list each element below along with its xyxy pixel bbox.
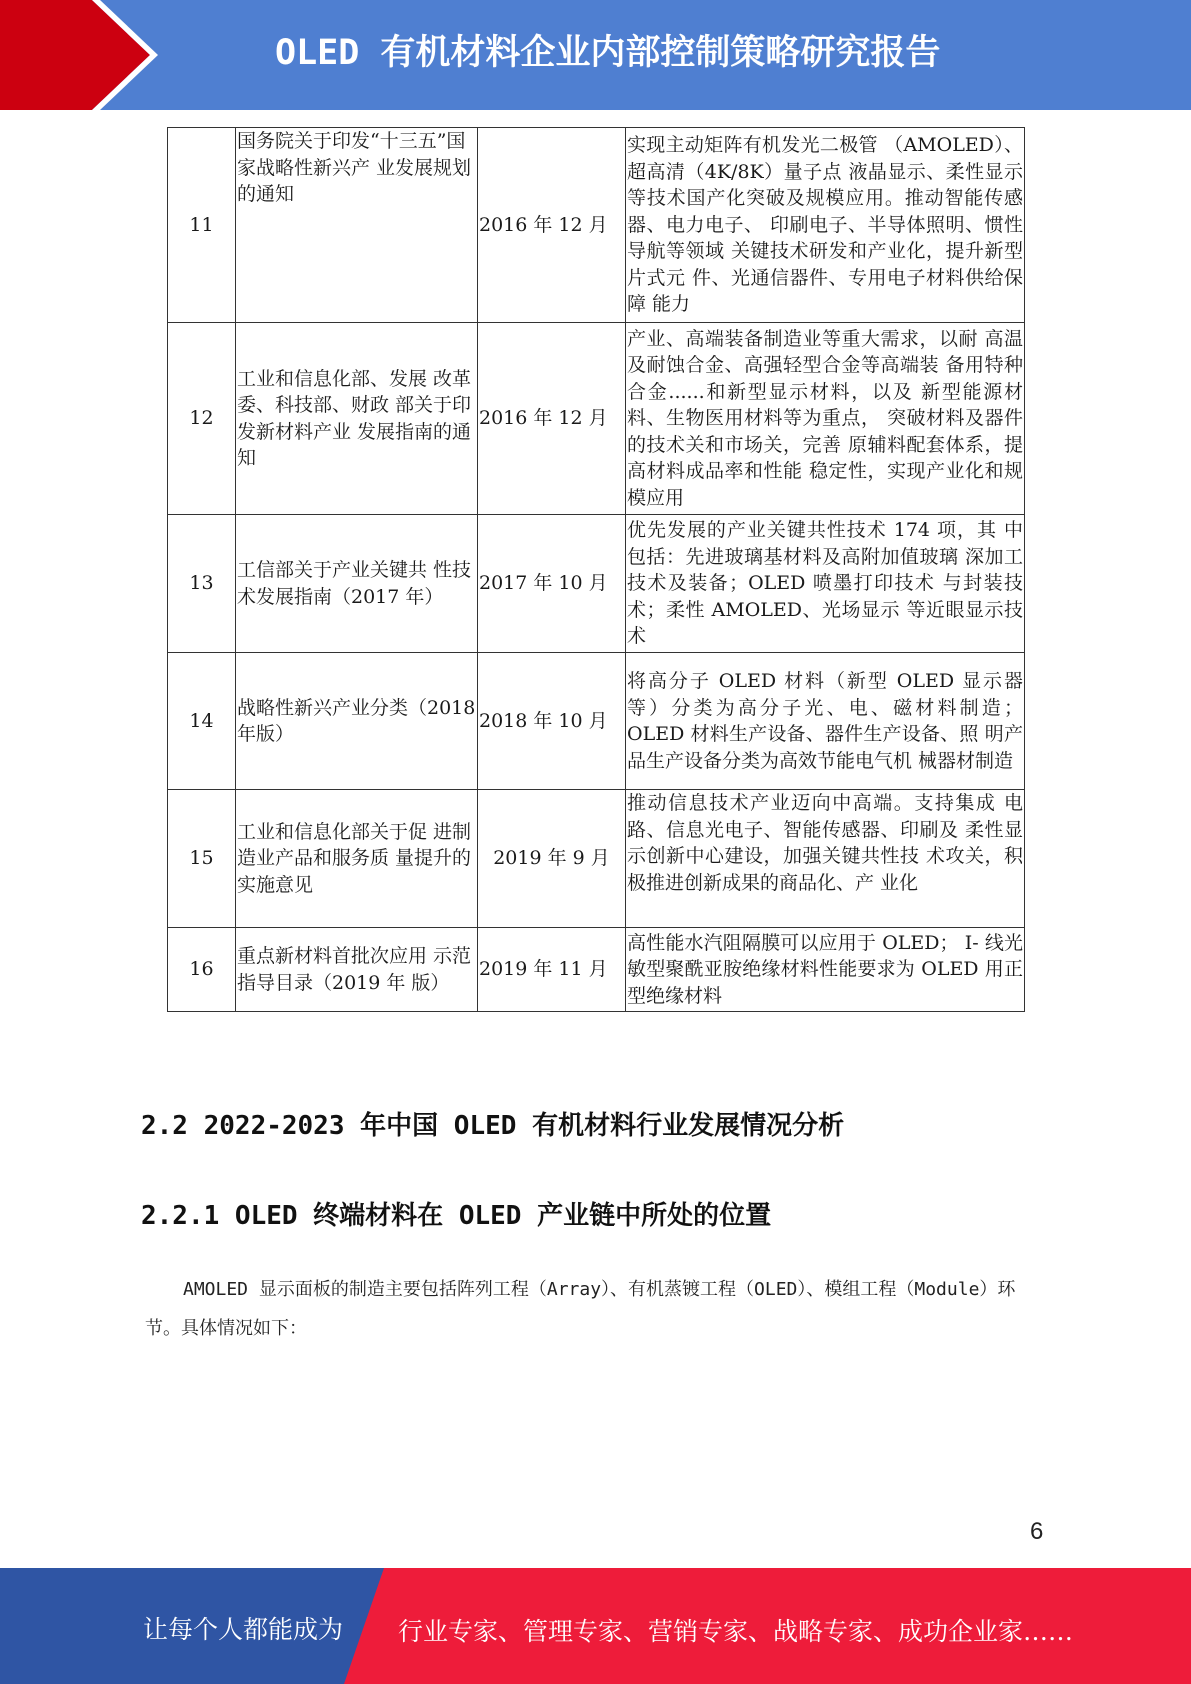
table-row [168, 515, 1025, 653]
page-header-band [0, 0, 1191, 110]
policy-name: 国务院关于印发“十三五”国家战略性新兴产 业发展规划的通知 [236, 128, 478, 323]
row-number: 16 [168, 928, 236, 1012]
policy-name: 战略性新兴产业分类（2018 年版） [236, 653, 478, 790]
table-row [168, 790, 1025, 928]
report-title: OLED 有机材料企业内部控制策略研究报告 [275, 33, 941, 73]
footer-slogan-left: 让每个人都能成为 [143, 1615, 344, 1644]
table-row [168, 323, 1025, 515]
page-number: 6 [1030, 1518, 1044, 1545]
policy-name: 工业和信息化部关于促 进制造业产品和服务质 量提升的实施意见 [236, 790, 478, 928]
subsection-heading: 2.2.1 OLED 终端材料在 OLED 产业链中所处的位置 [141, 1201, 772, 1231]
policy-name: 工信部关于产业关键共 性技术发展指南（2017 年） [236, 515, 478, 653]
policy-content: 产业、高端装备制造业等重大需求，以耐 高温及耐蚀合金、高强轻型合金等高端装 备用特种合金......和新型显示材料，以及 新型能源材料、生物医用材料等为重点， 突破材料及器件的技术关和市场关，完善 原辅料配套体系，提高材料成品率和性能 稳定性，实现产业化和规模应用 [626, 323, 1025, 515]
policy-date: 2017 年 10 月 [478, 515, 626, 653]
row-number: 14 [168, 653, 236, 790]
policy-name: 重点新材料首批次应用 示范指导目录（2019 年 版） [236, 928, 478, 1012]
body-paragraph: AMOLED 显示面板的制造主要包括阵列工程（Array）、有机蒸镀工程（OLED）、模组工程（Module）环节。具体情况如下： [145, 1279, 1016, 1339]
table-row [168, 653, 1025, 790]
footer-slogan-right: 行业专家、管理专家、营销专家、战略专家、成功企业家…… [398, 1617, 1074, 1646]
policy-date: 2019 年 11 月 [478, 928, 626, 1012]
table-row [168, 128, 1025, 323]
policy-date: 2019 年 9 月 [478, 790, 626, 928]
policy-content: 实现主动矩阵有机发光二极管 （AMOLED）、超高清（4K/8K）量子点 液晶显示、柔性显示等技术国产化突破及规模应用。推动智能传感器、电力电子、 印刷电子、半导体照明、惯性导航等领域 关键技术研发和产业化，提升新型片式元 件、光通信器件、专用电子材料供给保障 能力 [626, 128, 1025, 323]
row-number: 11 [168, 128, 236, 323]
policy-content: 推动信息技术产业迈向中高端。支持集成 电路、信息光电子、智能传感器、印刷及 柔性显示创新中心建设，加强关键共性技 术攻关，积极推进创新成果的商品化、产 业化 [626, 790, 1025, 928]
section-heading: 2.2 2022-2023 年中国 OLED 有机材料行业发展情况分析 [141, 1111, 845, 1141]
policy-table [167, 127, 1025, 1012]
table-row [168, 928, 1025, 1012]
policy-date: 2016 年 12 月 [478, 128, 626, 323]
page-footer [0, 1568, 1191, 1684]
row-number: 12 [168, 323, 236, 515]
policy-name: 工业和信息化部、发展 改革委、科技部、财政 部关于印发新材料产业 发展指南的通知 [236, 323, 478, 515]
row-number: 13 [168, 515, 236, 653]
policy-date: 2018 年 10 月 [478, 653, 626, 790]
header-arrow-decoration [0, 0, 160, 110]
policy-content: 将高分子 OLED 材料（新型 OLED 显示器 等）分类为高分子光、电、磁材料制造； OLED 材料生产设备、器件生产设备、照 明产品生产设备分类为高效节能电气机 械器材制造 [626, 653, 1025, 790]
policy-date: 2016 年 12 月 [478, 323, 626, 515]
row-number: 15 [168, 790, 236, 928]
policy-content: 高性能水汽阻隔膜可以应用于 OLED； I- 线光敏型聚酰亚胺绝缘材料性能要求为 OLED 用正型绝缘材料 [626, 928, 1025, 1012]
policy-content: 优先发展的产业关键共性技术 174 项，其 中包括：先进玻璃基材料及高附加值玻璃 深加工技术及装备；OLED 喷墨打印技术 与封装技术；柔性 AMOLED、光场显示 等近眼显示技术 [626, 515, 1025, 653]
